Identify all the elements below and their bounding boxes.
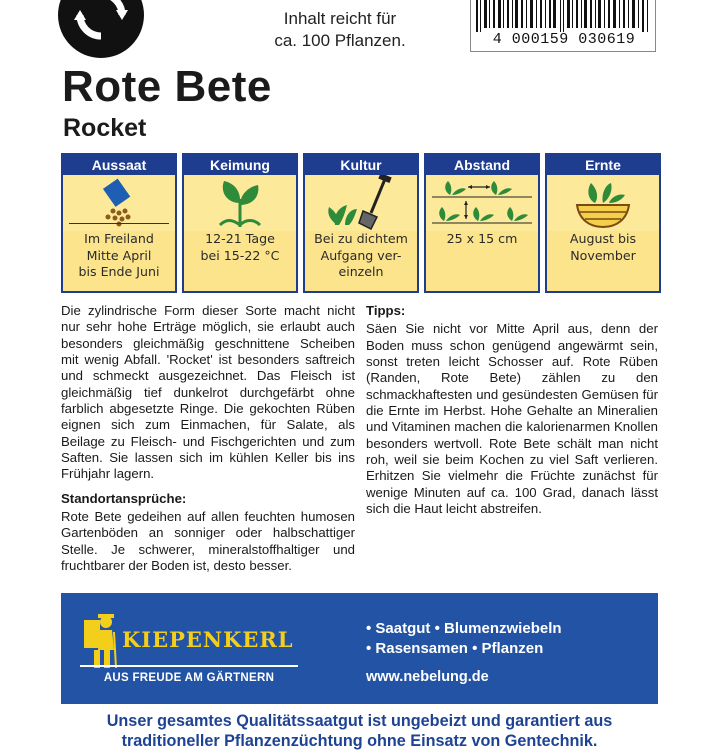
brand-divider bbox=[80, 665, 298, 667]
seedling-icon bbox=[184, 175, 296, 231]
ground-line bbox=[69, 223, 169, 224]
product-list-line: • Rasensamen • Pflanzen bbox=[366, 640, 544, 657]
info-box-label: Abstand bbox=[426, 155, 538, 175]
product-variety: Rocket bbox=[63, 114, 147, 142]
info-box-text bbox=[184, 231, 296, 264]
green-dot-recycling-icon bbox=[58, 0, 144, 58]
info-box-label: Kultur bbox=[305, 155, 417, 175]
info-box-harvest bbox=[545, 153, 661, 293]
brand-slogan: AUS FREUDE AM GÄRTNERN bbox=[103, 672, 275, 684]
product-list-line: • Saatgut • Blumenzwiebeln bbox=[366, 620, 562, 637]
tips-column bbox=[366, 303, 658, 519]
capacity-line-2: ca. 100 Pflanzen. bbox=[274, 31, 406, 50]
info-box-text-line: Aufgang ver- bbox=[320, 247, 402, 263]
location-heading: Standortansprüche: bbox=[61, 490, 187, 506]
capacity-line-1: Inhalt reicht für bbox=[283, 9, 397, 28]
product-list bbox=[366, 619, 562, 659]
info-box-text bbox=[426, 231, 538, 248]
info-box-text-line: November bbox=[570, 247, 636, 263]
tips-heading: Tipps: bbox=[366, 303, 406, 318]
spacing-icon bbox=[426, 175, 538, 231]
footer-line: Unser gesamtes Qualitätssaatgut ist ungebeizt und garantiert aus bbox=[106, 712, 613, 730]
description-column bbox=[61, 303, 355, 577]
tips-paragraph: Säen Sie nicht vor Mitte April aus, denn der Boden muss schon genügend angewärmt sein, sonst treten leicht Schosser auf. Rote Rüben (Randen, Rote Bete) zählen zu den schmackhaftesten und gesündesten Gemüsen für die Ernte im Herbst. Hohe Gehalte an Mineralien und Vitaminen machen die kalorienarmen Knollen besonders wertvoll. Rote Bete schält man nicht roh, weil sie beim Kochen zu viel Saft verlieren. Erhitzen Sie vielmehr die Früchte zunächst für wenige Minuten auf ca. 100 Grad, danach lässt sich die Haut leicht abstreifen. bbox=[366, 321, 658, 517]
brand-name: KIEPENKERL bbox=[122, 627, 294, 652]
info-box-text-line: Bei zu dichtem bbox=[314, 231, 408, 246]
info-box-sowing bbox=[61, 153, 177, 293]
info-box-text-line: einzeln bbox=[338, 264, 384, 279]
info-box-label: Ernte bbox=[547, 155, 659, 175]
website-link[interactable]: www.nebelung.de bbox=[366, 669, 489, 685]
footer-note bbox=[61, 711, 658, 750]
info-box-text-line: Im Freiland bbox=[84, 231, 154, 246]
location-paragraph: Rote Bete gedeihen auf allen feuchten humosen Gartenböden an sonniger oder halbschattiger Stelle. Je schwerer, mineralstoffhaltiger und fruchtbarer der Boden ist, desto besser. bbox=[61, 509, 355, 574]
description-paragraph: Die zylindrische Form dieser Sorte macht nicht nur sehr hohe Erträge möglich, sie erlaubt auch besonders gleichmäßig geschnittene Scheiben mit wenig Abfall. 'Rocket' ist besonders saftreich und schmeckt ausgezeichnet. Das Fleisch ist gleichmäßig tief dunkelrot durchgefärbt ohne farblich abgesetzte Ringe. Die gekochten Rüben eignen sich zum Einmachen, für Salate, als Beilage zu Fleisch- und Fischgerichten und zum Saften. Sie lassen sich im kühlen Keller bis ins Frühjahr lagern. bbox=[61, 303, 355, 482]
shovel-icon bbox=[305, 175, 417, 231]
info-box-spacing bbox=[424, 153, 540, 293]
info-box-text bbox=[547, 231, 659, 264]
harvest-basket-icon bbox=[547, 175, 659, 231]
info-box-text-line: bei 15-22 °C bbox=[200, 247, 280, 263]
kiepenkerl-figure-icon bbox=[80, 610, 118, 670]
barcode-number: 4 000159 030619 bbox=[492, 31, 636, 48]
info-box-germination bbox=[182, 153, 298, 293]
cultivation-info-row bbox=[61, 153, 659, 293]
info-box-cultivation bbox=[303, 153, 419, 293]
info-box-text bbox=[305, 231, 417, 281]
info-box-text-line: 12-21 Tage bbox=[205, 231, 275, 246]
barcode-icon bbox=[474, 0, 652, 32]
info-box-text-line: bis Ende Juni bbox=[78, 264, 160, 279]
footer-line: traditioneller Pflanzenzüchtung ohne Einsatz von Gentechnik. bbox=[121, 732, 598, 750]
info-box-text-line: August bis bbox=[569, 231, 637, 246]
info-box-label: Keimung bbox=[184, 155, 296, 175]
info-box-text bbox=[63, 231, 175, 281]
info-box-label: Aussaat bbox=[63, 155, 175, 175]
capacity-note bbox=[252, 8, 428, 52]
product-title: Rote Bete bbox=[62, 62, 272, 111]
info-box-text-line: Mitte April bbox=[86, 247, 152, 263]
info-box-text-line: 25 x 15 cm bbox=[446, 231, 518, 246]
